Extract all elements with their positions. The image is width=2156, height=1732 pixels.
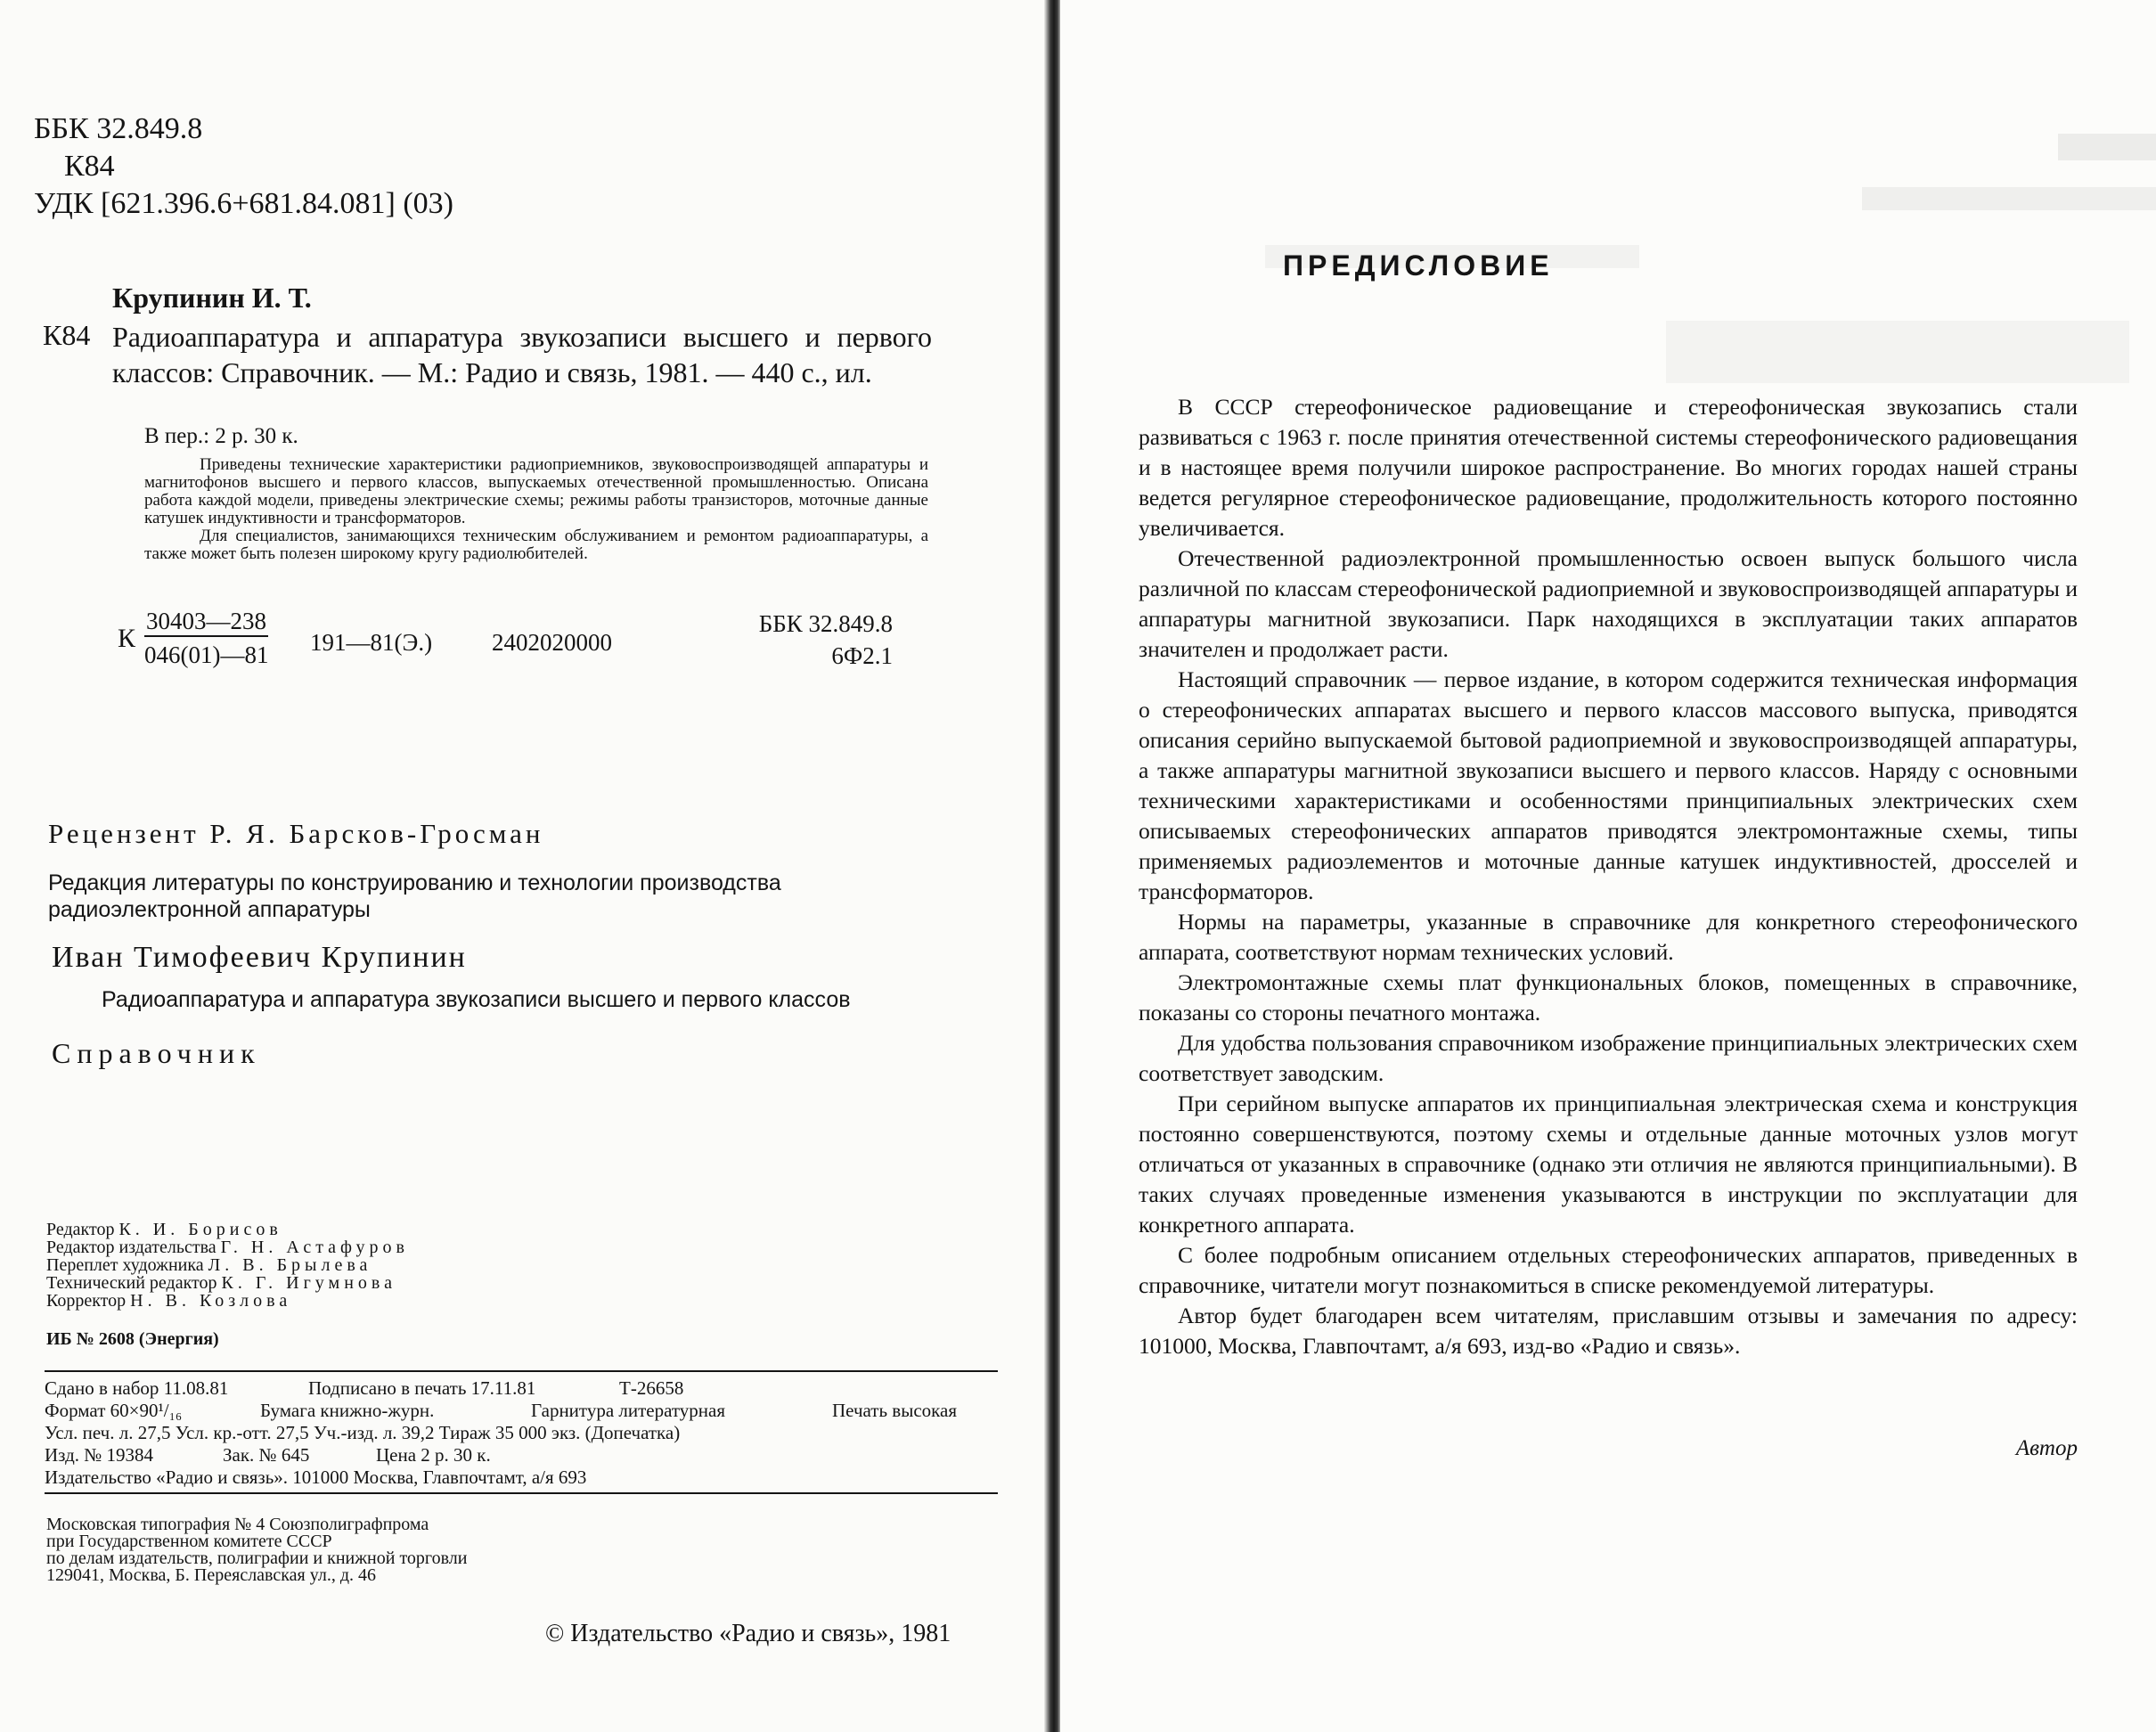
preface-paragraph: С более подробным описанием отдельных стереофонических аппаратов, приведенных в справочнике, читатели могут познакомиться в списке рекомендуемой литературы. <box>1139 1242 2078 1298</box>
preface-paragraph: При серийном выпуске аппаратов их принципиальная электрическая схема и конструкция постоянно совершенствуются, поэтому схемы и отдельные данные моточных узлов могут отличаться от указанных в справочнике (однако эти отличия не являются принципиальными). В таких случаях проведенные изменения указываются в инструкции по эксплуатации для конкретного аппарата. <box>1139 1091 2078 1238</box>
printer-block <box>46 1516 468 1584</box>
code-numerator: 30403—238 <box>144 608 268 637</box>
imprint-t-code: Т-26658 <box>619 1377 684 1399</box>
staff-item <box>46 1238 409 1256</box>
copyright: © Издательство «Радио и связь», 1981 <box>545 1620 951 1647</box>
preface-paragraph: Нормы на параметры, указанные в справочнике для конкретного стереофонического аппарата, соответствуют нормам технических условий. <box>1139 909 2078 965</box>
imprint-sheets: Усл. печ. л. 27,5 Усл. кр.-отт. 27,5 Уч.-изд. л. 39,2 Тираж 35 000 экз. (Допечатка) <box>45 1422 681 1443</box>
preface-heading: ПРЕДИСЛОВИЕ <box>1283 249 1554 282</box>
staff-name: К. И. Борисов <box>118 1220 282 1239</box>
preface-body <box>1139 392 2078 1361</box>
imprint-typeface: Гарнитура литературная <box>531 1400 725 1421</box>
author-name: Крупинин И. Т. <box>112 282 312 314</box>
staff-name: Л. В. Брылева <box>208 1255 372 1275</box>
price: В пер.: 2 р. 30 к. <box>144 424 298 448</box>
book-description: Радиоаппаратура и аппаратура звукозаписи высшего и первого классов: Справочник. — М.: Радио и связь, 1981. — 440 с., ил. <box>112 321 932 388</box>
code-series: 191—81(Э.) <box>310 629 433 656</box>
printer-line: при Государственном комитете СССР <box>46 1532 332 1551</box>
show-through-mark <box>1862 187 2156 210</box>
staff-role: Технический редактор <box>46 1273 217 1293</box>
preface-paragraph: Настоящий справочник — первое издание, в котором содержится техническая информация о стереофонических аппаратах высшего и первого классов массового выпуска, приводятся описания серийно выпускаемой бытовой радиоприемной и звуковоспроизводящей аппаратуры, а также аппаратуры магнитной звукозаписи высшего и первого классов. Наряду с основными техническими характеристиками и особенностями принципиальных электрических схем описываемых стереофонических аппаратов приводятся электромонтажные схемы, типы применяемых радиоэлементов и моточные данные катушек индуктивностей, дросселей и трансформаторов. <box>1139 666 2078 904</box>
imprint-row <box>45 1466 998 1489</box>
code-class: 6Ф2.1 <box>831 642 893 669</box>
staff-name: Г. Н. Астафуров <box>220 1238 409 1257</box>
imprint-row <box>45 1444 998 1466</box>
left-page <box>0 0 1060 1732</box>
preface-paragraph: Отечественной радиоэлектронной промышленностью освоен выпуск большого числа различной по классам стереофонической радиоприемной и звуковоспроизводящей аппаратуры и аппаратуры магнитной звукозаписи. Парк находящихся в эксплуатации таких аппаратов значителен и продолжает расти. <box>1139 545 2078 662</box>
staff-item <box>46 1221 409 1238</box>
staff-item <box>46 1292 409 1310</box>
entry-code: К84 <box>43 319 91 351</box>
preface-signature: Автор <box>2015 1436 2078 1460</box>
staff-item <box>46 1274 409 1292</box>
annotation <box>144 456 928 563</box>
imprint-signed: Подписано в печать 17.11.81 <box>308 1377 536 1399</box>
imprint-block <box>45 1370 998 1494</box>
code-denominator: 046(01)—81 <box>144 641 269 668</box>
code-bbk: ББК 32.849.8 <box>758 610 893 637</box>
annotation-paragraph: Для специалистов, занимающихся техническим обслуживанием и ремонтом радиоаппаратуры, а также может быть полезен широкому кругу радиолюбителей. <box>144 527 928 563</box>
preface-paragraph: В СССР стереофоническое радиовещание и стереофоническая звукозапись стали развиваться с 1963 г. после принятия отечественной системы стереофонического радиовещания и в настоящее время получили широкое распространение. Во многих городах нашей страны ведется регулярное стереофоническое радиовещание, продолжительность которого постоянно увеличивается. <box>1139 394 2078 541</box>
staff-role: Редактор <box>46 1220 115 1239</box>
imprint-publisher: Издательство «Радио и связь». 101000 Москва, Главпочтамт, а/я 693 <box>45 1466 587 1488</box>
imprint-row <box>45 1422 998 1444</box>
staff-name: К. Г. Игумнова <box>221 1273 396 1293</box>
right-page <box>1060 0 2156 1732</box>
preface-paragraph: Электромонтажные схемы плат функциональных блоков, помещенных в справочнике, показаны со стороны печатного монтажа. <box>1139 969 2078 1025</box>
classification-block <box>34 110 453 223</box>
edition-office: Редакция литературы по конструированию и технологии производства радиоэлектронной аппаратуры <box>48 870 781 922</box>
bbk-index: ББК 32.849.8 <box>34 112 203 145</box>
book-title: Радиоаппаратура и аппаратура звукозаписи высшего и первого классов <box>102 987 851 1012</box>
reviewer: Рецензент Р. Я. Барсков-Гросман <box>48 818 544 849</box>
printer-line: по делам издательств, полиграфии и книжной торговли <box>46 1548 468 1568</box>
imprint-row <box>45 1400 998 1422</box>
annotation-paragraph: Приведены технические характеристики радиоприемников, звуковоспроизводящей аппаратуры и магнитофонов высшего и первого классов, выпускаемых отечественной промышленностью. Описана работа каждой модели, приведены электрические схемы; режимы работы транзисторов, моточные данные катушек индуктивности и трансформаторов. <box>144 455 928 527</box>
ib-number: ИБ № 2608 (Энергия) <box>46 1329 219 1349</box>
code-number: 2402020000 <box>492 629 612 656</box>
imprint-format: Формат 60×90¹/₁₆ <box>45 1400 183 1421</box>
printer-line: Московская типография № 4 Союзполиграфпрома <box>46 1515 429 1534</box>
book-spine-gutter <box>1044 0 1062 1732</box>
preface-paragraph: Для удобства пользования справочником изображение принципиальных электрических схем соответствует заводским. <box>1139 1030 2078 1086</box>
preface-paragraph: Автор будет благодарен всем читателям, приславшим отзывы и замечания по адресу: 101000, Москва, Главпочтамт, а/я 693, изд-во «Радио и связь». <box>1139 1303 2078 1359</box>
staff-name: Н. В. Козлова <box>130 1291 292 1311</box>
imprint-printing: Печать высокая <box>832 1400 958 1421</box>
imprint-order: Зак. № 645 <box>223 1444 310 1466</box>
staff-list <box>46 1221 409 1310</box>
imprint-price: Цена 2 р. 30 к. <box>376 1444 491 1466</box>
show-through-mark <box>1666 321 2129 383</box>
code-bbk-block <box>759 608 893 672</box>
code-letter: К <box>118 624 136 653</box>
imprint-submitted: Сдано в набор 11.08.81 <box>45 1377 229 1399</box>
imprint-paper: Бумага книжно-журн. <box>260 1400 435 1421</box>
k-code: К84 <box>64 150 115 183</box>
printer-line: 129041, Москва, Б. Переяславская ул., д. 46 <box>46 1565 377 1585</box>
author-full-name: Иван Тимофеевич Крупинин <box>52 941 467 974</box>
udk-index: УДК [621.396.6+681.84.081] (03) <box>34 187 453 220</box>
imprint-row <box>45 1377 998 1400</box>
staff-role: Редактор издательства <box>46 1238 216 1257</box>
imprint-izd: Изд. № 19384 <box>45 1444 154 1466</box>
staff-role: Корректор <box>46 1291 127 1311</box>
genre-label: Справочник <box>52 1037 261 1069</box>
staff-role: Переплет художника <box>46 1255 204 1275</box>
staff-item <box>46 1256 409 1274</box>
show-through-mark <box>2058 134 2156 160</box>
catalog-code-row <box>118 608 893 670</box>
